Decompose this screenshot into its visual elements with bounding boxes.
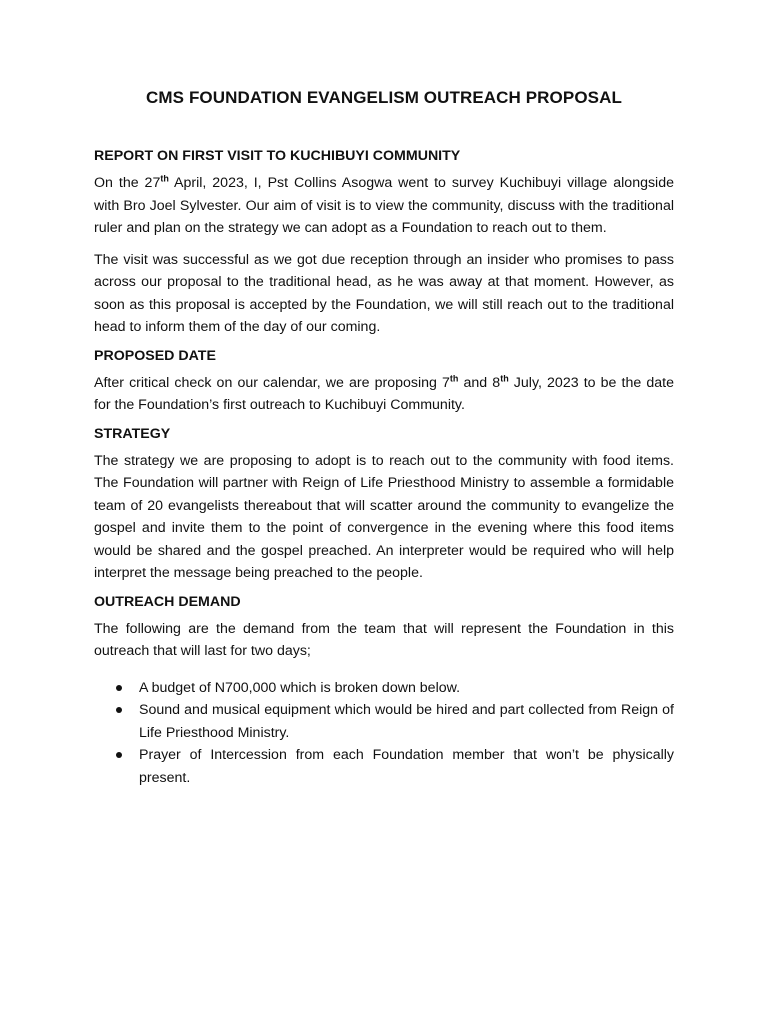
proposed-date-end: July, 2023 to be the date for the Foundation’s first outreach to Kuchibuyi Community. [94,374,674,413]
document-title: CMS FOUNDATION EVANGELISM OUTREACH PROPOSAL [146,88,622,107]
proposed-date-mid: and 8 [458,374,501,391]
reception-paragraph: The visit was successful as we got due reception through an insider who promises to pass across our proposal to the traditional head, as he was away at that moment. However, as soon as this proposal is accepted by the Foundation, we will still reach out to the traditional head to inform them of the day of our coming. [94,251,674,335]
ordinal-suffix-1: th [449,372,459,383]
list-item [94,699,674,744]
demand-list [94,677,674,790]
strategy-heading: STRATEGY [94,425,171,442]
list-item [94,677,674,700]
list-item-text: A budget of N700,000 which is broken down below. [139,679,461,696]
bullet-icon [116,707,122,713]
outreach-demand-heading: OUTREACH DEMAND [94,593,241,610]
document-page [94,88,674,789]
outreach-demand-paragraph: The following are the demand from the team that will represent the Foundation in this outreach that will last for two days; [94,620,674,659]
proposed-date-paragraph [94,372,674,417]
ordinal-suffix: th [160,173,169,184]
ordinal-suffix-2: th [500,372,509,383]
report-heading: REPORT ON FIRST VISIT TO KUCHIBUYI COMMUNITY [94,148,461,164]
bullet-icon [116,685,122,691]
visit-paragraph-start: On the 27 [94,175,161,191]
proposed-date-start: After critical check on our calendar, we are proposing 7 [94,374,450,391]
list-item-text: Prayer of Intercession from each Foundation member that won’t be physically present. [139,747,674,786]
list-item [94,744,674,789]
visit-paragraph [94,172,674,240]
visit-paragraph-rest: April, 2023, I, Pst Collins Asogwa went to survey Kuchibuyi village alongside with Bro Joel Sylvester. Our aim of visit is to view the community, discuss with the traditional ruler and plan on the strategy we can adopt as a Foundation to reach out to them. [94,175,674,236]
proposed-date-heading: PROPOSED DATE [94,347,216,364]
strategy-paragraph: The strategy we are proposing to adopt is to reach out to the community with food items. The Foundation will partner with Reign of Life Priesthood Ministry to assemble a formidable team of 20 evangelists thereabout that will scatter around the community to evangelize the gospel and invite them to the point of convergence in the evening where this food items would be shared and the gospel preached. An interpreter would be required who will help interpret the message being preached to the people. [94,452,674,581]
bullet-icon [116,752,122,758]
list-item-text: Sound and musical equipment which would be hired and part collected from Reign of Life Priesthood Ministry. [139,702,674,741]
